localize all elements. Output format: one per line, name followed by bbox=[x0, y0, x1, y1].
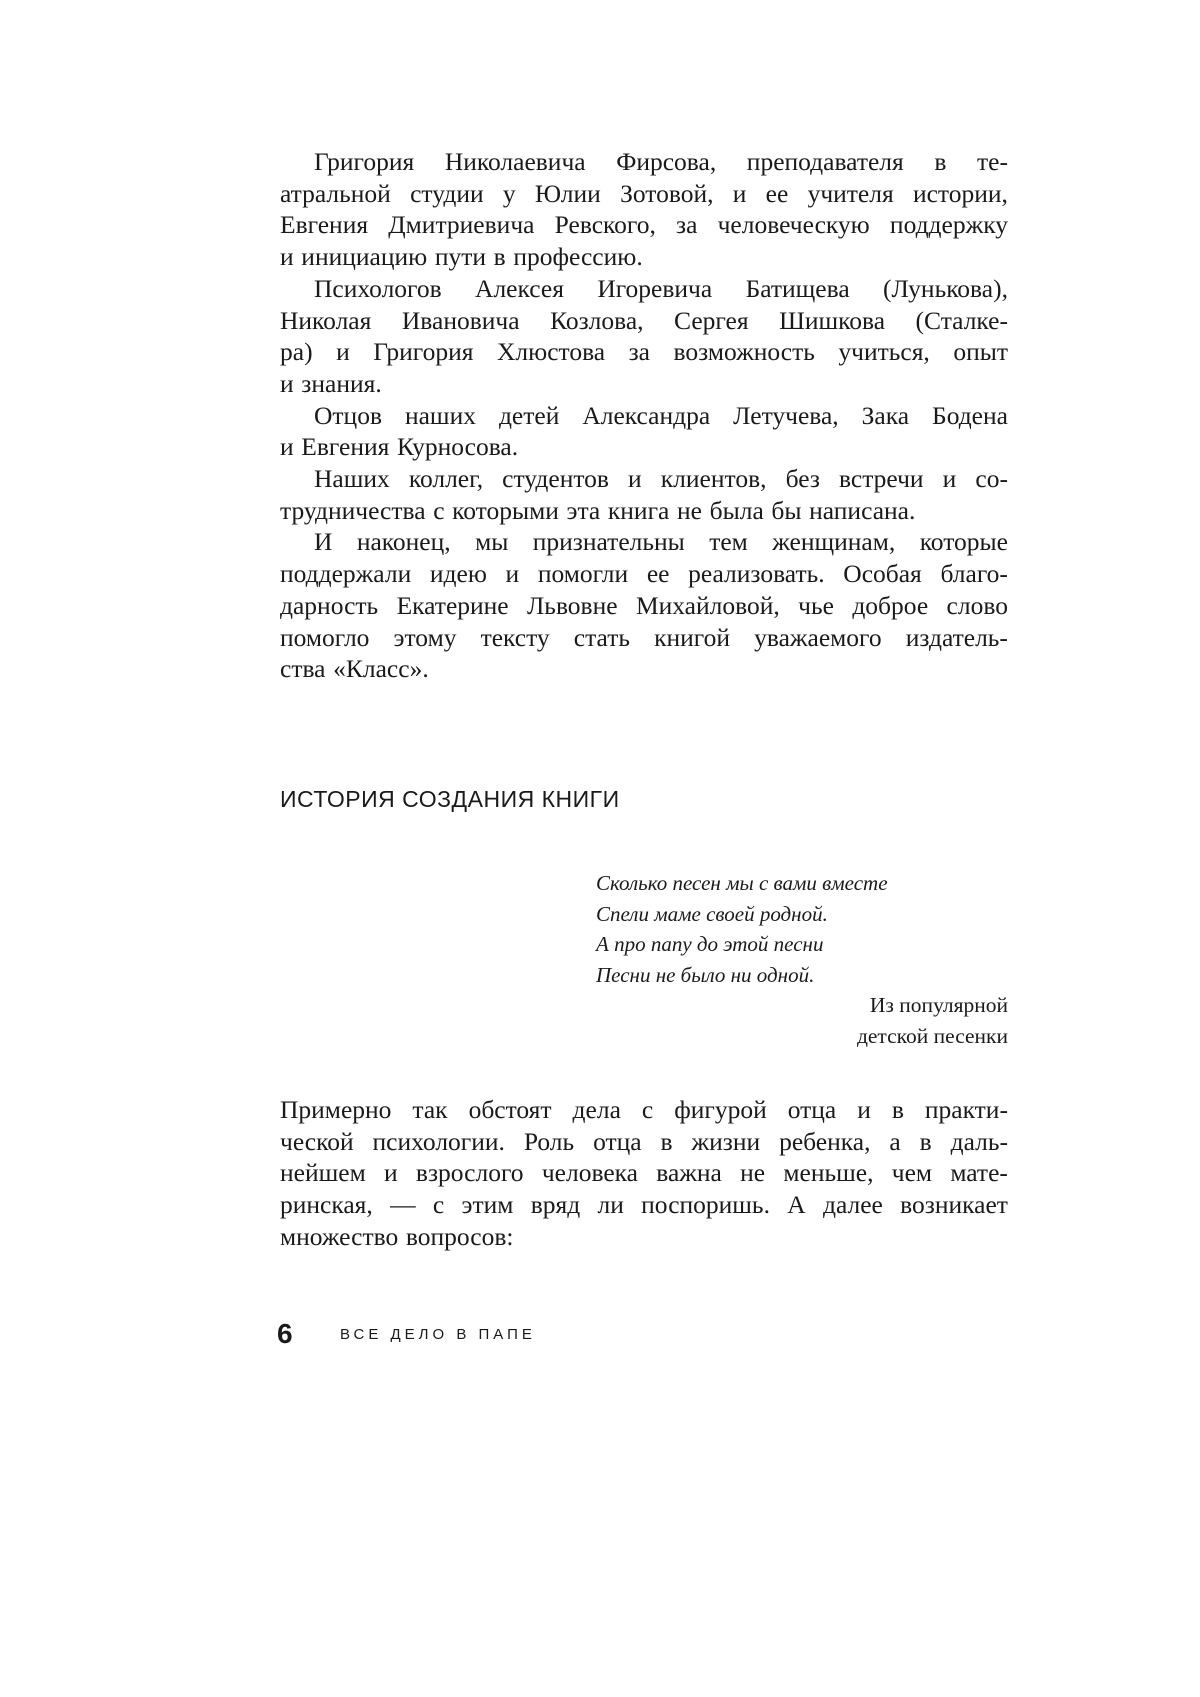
body-top-line: помогло этому тексту стать книгой уважаемого издатель- bbox=[280, 622, 1008, 652]
body-top-line: ства «Класс». bbox=[280, 654, 429, 684]
body-bottom-line: ческой психологии. Роль отца в жизни ребенка, а в даль- bbox=[280, 1126, 1008, 1156]
body-top-line: Психологов Алексея Игоревича Батищева (Лунькова), bbox=[314, 273, 1008, 303]
body-top-line: ра) и Григория Хлюстова за возможность учиться, опыт bbox=[280, 337, 1008, 367]
body-top-line: Николая Ивановича Козлова, Сергея Шишкова (Сталке- bbox=[280, 305, 1008, 335]
section-heading: ИСТОРИЯ СОЗДАНИЯ КНИГИ bbox=[280, 786, 620, 812]
epigraph-line: Сколько песен мы с вами вместе bbox=[596, 871, 888, 895]
body-top-line: трудничества с которыми эта книга не была бы написана. bbox=[280, 495, 916, 525]
body-top-line: и инициацию пути в профессию. bbox=[280, 242, 643, 272]
running-title: ВСЕ ДЕЛО В ПАПЕ bbox=[340, 1326, 536, 1343]
epigraph-source-line: Из популярной bbox=[869, 993, 1008, 1017]
body-top-line: и Евгения Курносова. bbox=[280, 432, 519, 462]
body-top-line: Отцов наших детей Александра Летучева, Зака Бодена bbox=[314, 400, 1008, 430]
body-bottom-line: множество вопросов: bbox=[280, 1221, 514, 1251]
body-top-line: дарность Екатерине Львовне Михайловой, чье доброе слово bbox=[280, 590, 1008, 620]
body-top-line: поддержали идею и помогли ее реализовать. Особая благо- bbox=[280, 559, 1008, 589]
epigraph-source-line: детской песенки bbox=[856, 1024, 1008, 1048]
body-top-line: Наших коллег, студентов и клиентов, без встречи и со- bbox=[314, 464, 1008, 493]
body-top-line: Григория Николаевича Фирсова, преподавателя в те- bbox=[314, 147, 1008, 176]
body-top-line: И наконец, мы признательны тем женщинам, которые bbox=[314, 527, 1008, 557]
body-top-line: Евгения Дмитриевича Ревского, за человеческую поддержку bbox=[280, 210, 1008, 240]
page-number: 6 bbox=[277, 1318, 293, 1349]
epigraph-line: А про папу до этой песни bbox=[596, 932, 824, 956]
epigraph-line: Спели маме своей родной. bbox=[596, 901, 828, 926]
body-bottom-line: ринская, — с этим вряд ли поспоришь. А далее возникает bbox=[280, 1190, 1008, 1220]
body-bottom-line: нейшем и взрослого человека важна не меньше, чем мате- bbox=[280, 1158, 1008, 1188]
body-bottom-line: Примерно так обстоят дела с фигурой отца и в практи- bbox=[280, 1095, 1008, 1124]
body-top-line: и знания. bbox=[280, 368, 382, 398]
epigraph-line: Песни не было ни одной. bbox=[596, 962, 815, 987]
body-top-line: атральной студии у Юлии Зотовой, и ее учителя истории, bbox=[280, 178, 1008, 208]
